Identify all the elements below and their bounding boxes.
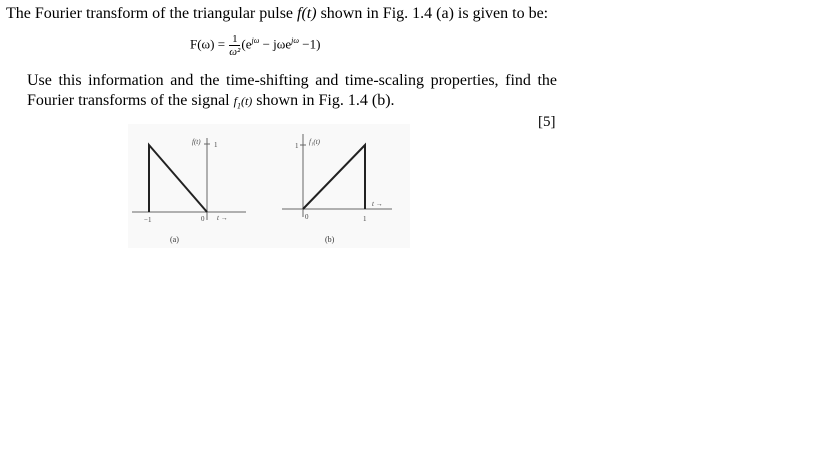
panel-b-right-tick-label: 1 xyxy=(363,215,367,223)
formula-exponent-1: jω xyxy=(251,36,260,46)
panel-a-top-tick-label: 1 xyxy=(214,141,218,149)
figure-1-4 xyxy=(128,124,410,248)
panel-b-caption: (b) xyxy=(325,235,335,244)
formula-exponent-2: jω xyxy=(291,36,299,46)
question-instruction xyxy=(27,71,557,116)
figure-background xyxy=(128,124,410,248)
panel-a-left-tick-label: −1 xyxy=(144,216,152,224)
intro-prefix: The Fourier transform of the triangular pulse xyxy=(6,5,298,22)
instruction-signal: $f_1(t)$ xyxy=(233,94,253,111)
panel-a-origin-label: 0 xyxy=(201,215,205,223)
panel-a-caption: (a) xyxy=(170,235,179,244)
intro-function: f(t) xyxy=(297,5,317,22)
instruction-suffix: shown in Fig. 1.4 (b). xyxy=(252,92,395,109)
panel-b-ylabel: f₁(t) xyxy=(309,138,320,146)
fourier-formula xyxy=(190,33,320,58)
formula-mid: − jωe xyxy=(259,36,292,52)
formula-numerator: 1 xyxy=(229,33,240,46)
intro-suffix: shown in Fig. 1.4 (a) is given to be: xyxy=(316,5,549,22)
panel-a-xaxis-label: t → xyxy=(217,214,228,222)
question-intro xyxy=(6,5,548,23)
formula-lhs: F(ω) = xyxy=(190,36,229,52)
formula-fraction xyxy=(229,33,240,58)
formula-body: (e xyxy=(241,36,252,52)
formula-tail: −1) xyxy=(299,36,321,52)
panel-a-ylabel: f(t) xyxy=(192,138,201,146)
panel-b-xaxis-label: t → xyxy=(372,200,383,208)
formula-denominator: ω² xyxy=(229,46,241,58)
marks-badge: [5] xyxy=(538,114,556,130)
panel-b-origin-label: 0 xyxy=(305,213,309,221)
panel-b-top-tick-label: 1 xyxy=(295,142,299,150)
instruction-prefix: Use this information and the time-shifting and time-scaling properties, find the Fourier transforms of the signal xyxy=(27,72,557,109)
